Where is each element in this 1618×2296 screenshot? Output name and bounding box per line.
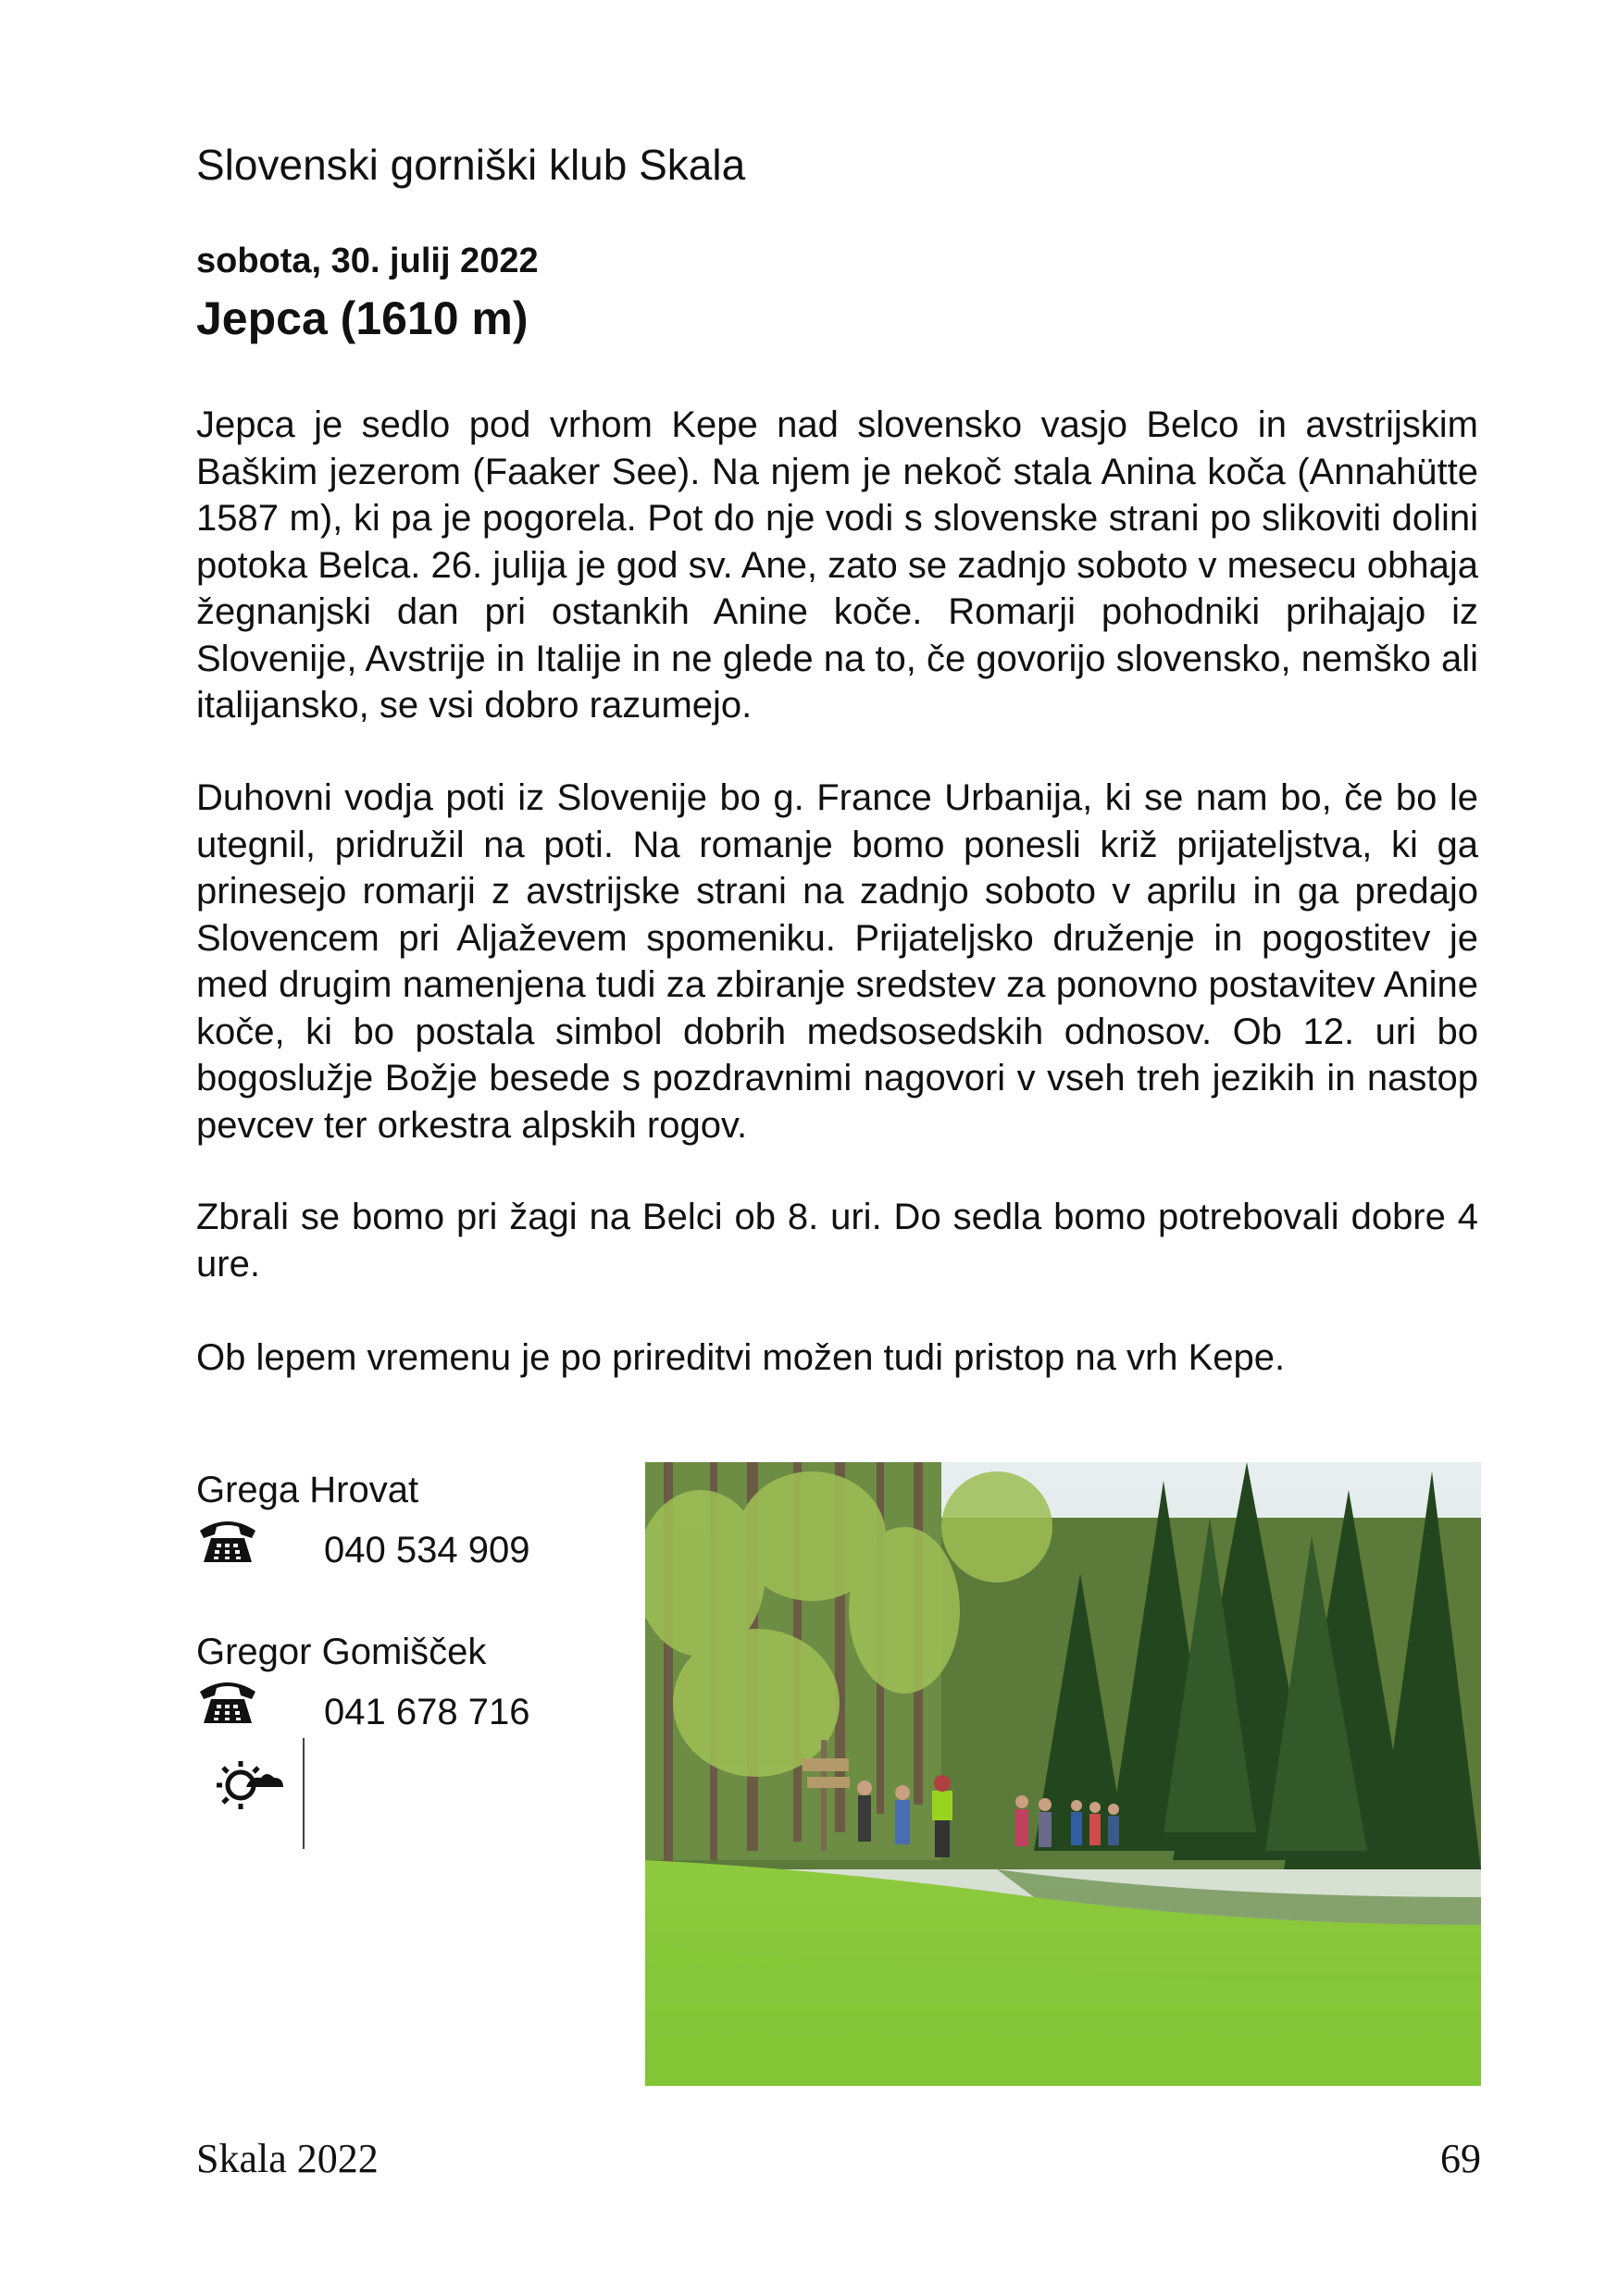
paragraph-guide: Duhovni vodja poti iz Slovenije bo g. France Urbanija, ki se nam bo, če bo le utegnil, pridružil na poti. Na romanje bomo ponesli križ prijateljstva, ki ga prinesejo romarji z avstrijske strani na zadnjo soboto v aprilu in ga predajo Slovencem pri Aljaževem spomeniku. Prijateljsko druženje in pogostitev je med drugim namenjena tudi za zbiranje sredstev za ponovno postavitev Anine koče, ki bo postala simbol dobrih medsosedskih odnosov. Ob 12. uri bo bogoslužje Božje besede s pozdravnimi nagovori v vseh treh jezikih in nastop pevcev ter orkestra alpskih rogov. [196,777,1478,1146]
contact-phone-1: 040 534 909 [324,1530,530,1570]
contact-name-1: Grega Hrovat [196,1470,419,1510]
footer-publication: Skala 2022 [196,2136,379,2181]
club-name: Slovenski gorniški klub Skala [196,141,746,189]
event-date: sobota, 30. julij 2022 [196,242,539,280]
sun-cloud-icon [215,1754,289,1813]
paragraph-weather: Ob lepem vremenu je po prireditvi možen tudi pristop na vrh Kepe. [196,1337,1286,1378]
paragraph-meeting: Zbrali se bomo pri žagi na Belci ob 8. uri. Do sedla bomo potrebovali dobre 4 ure. [196,1197,1478,1285]
hikers-forest-photo [645,1462,1481,2086]
contact-name-2: Gregor Gomišček [196,1632,487,1672]
paragraph-intro: Jepca je sedlo pod vrhom Kepe nad slovensko vasjo Belco in avstrijskim Baškim jezerom (Faaker See). Na njem je nekoč stala Anina koča (Annahütte 1587 m), ki pa je pogorela. Pot do nje vodi s slovenske strani po slikoviti dolini potoka Belca. 26. julija je god sv. Ane, zato se zadnjo soboto v mesecu obhaja žegnanjski dan pri ostankih Anine koče. Romarji pohodniki prihajajo iz Slovenije, Avstrije in Italije in ne glede na to, če govorijo slovensko, nemško ali italijansko, se vsi dobro razumejo. [196,404,1478,726]
telephone-icon [196,1514,259,1566]
event-title: Jepca (1610 m) [196,292,529,344]
contact-phone-2: 041 678 716 [324,1692,530,1732]
footer-page-number: 69 [1440,2136,1481,2181]
divider-line [303,1738,305,1849]
telephone-icon [196,1675,259,1727]
